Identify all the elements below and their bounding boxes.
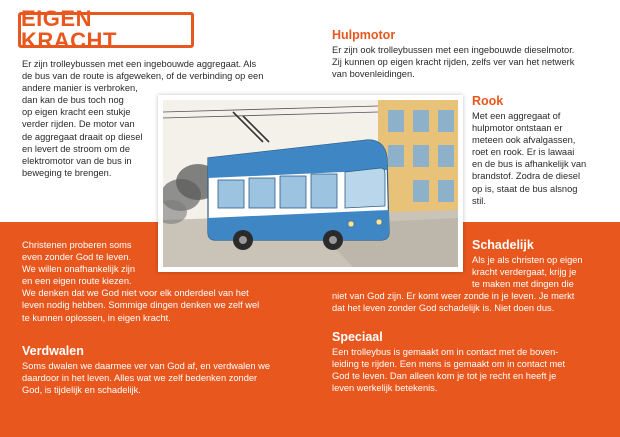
- hulpmotor-text: [332, 44, 574, 80]
- christenen-line: leven nodig hebben. Sommige dingen denken we zelf wel: [22, 300, 260, 311]
- bus-window: [280, 176, 306, 208]
- intro-line: en levert de stroom om de: [22, 143, 130, 154]
- bus-windshield: [345, 168, 385, 208]
- rook-line: Met een aggregaat of: [472, 111, 561, 121]
- speciaal-line: leven werkelijk betekenis.: [332, 383, 438, 394]
- window: [413, 110, 429, 132]
- verdwalen-line: God, is tijdelijk en schadelijk.: [22, 385, 141, 396]
- schadelijk-heading: Schadelijk: [472, 238, 534, 252]
- christenen-line: even zonder God te leven.: [22, 252, 132, 263]
- window: [388, 110, 404, 132]
- intro-line: op eigen kracht een stukje: [22, 107, 131, 118]
- christenen-line: We denken dat we God niet voor elk onderdeel van het: [22, 288, 249, 299]
- hulpmotor-heading: Hulpmotor: [332, 28, 396, 42]
- hulpmotor-line: Zij kunnen op eigen kracht rijden, zelfs ver van het netwerk: [332, 57, 575, 68]
- intro-line: beweging te brengen.: [22, 167, 112, 178]
- speciaal-text: [332, 346, 565, 394]
- window: [438, 110, 454, 132]
- intro-line: Er zijn trolleybussen met een ingebouwde aggregaat. Als: [22, 59, 257, 69]
- rook-line: stil.: [472, 195, 486, 206]
- window: [413, 145, 429, 167]
- hulpmotor-line: van bovenleidingen.: [332, 69, 415, 80]
- rook-line: en de bus is afhankelijk van: [472, 159, 587, 170]
- intro-line: de bus van de route is afgeweken, of de verbinding op een: [22, 71, 264, 82]
- speciaal-heading: Speciaal: [332, 330, 383, 344]
- rook-line: op is, staat de bus alsnog: [472, 183, 578, 194]
- rook-line: meteen ook afvalgassen,: [472, 135, 576, 146]
- verdwalen-line: Soms dwalen we daarmee ver van God af, en verdwalen we: [22, 361, 271, 371]
- rook-line: hulpmotor ontstaan er: [472, 123, 563, 134]
- intro-line: andere manier is verbroken,: [22, 83, 138, 94]
- christenen-line: We willen onafhankelijk zijn: [22, 264, 135, 275]
- trolleybus-illustration: [158, 95, 463, 272]
- schadelijk-line: te maken met dingen die: [472, 279, 574, 290]
- schadelijk-text-top: [472, 254, 583, 290]
- speciaal-line: leiding te rijden. Een mens is gemaakt om in contact met: [332, 359, 566, 370]
- bus-window: [218, 180, 244, 208]
- rook-heading: Rook: [472, 94, 504, 108]
- headlight: [376, 219, 382, 225]
- bus-window: [311, 174, 337, 208]
- intro-line: elektromotor van de bus in: [22, 155, 132, 166]
- speciaal-line: God te leven. Dan alleen kom je tot je recht en heeft je: [332, 371, 557, 382]
- wheel-hub: [329, 236, 337, 244]
- schadelijk-line: kracht verdergaat, krijg je: [472, 267, 577, 278]
- bus-window: [249, 178, 275, 208]
- schadelijk-line: Als je als christen op eigen: [472, 255, 583, 265]
- window: [413, 180, 429, 202]
- verdwalen-line: daardoor in het leven. Alles wat we zelf bedenken zonder: [22, 373, 258, 384]
- headlight: [348, 221, 354, 227]
- schadelijk-line: dat het leven zonder God schadelijk is. Niet doen dus.: [332, 303, 555, 314]
- rook-text: [472, 110, 586, 207]
- christenen-line: te kunnen oplossen, in eigen kracht.: [22, 312, 171, 323]
- rook-line: roet en rook. Er is lawaai: [472, 147, 575, 158]
- window: [388, 145, 404, 167]
- intro-line: verder rijden. De motor van: [22, 119, 135, 130]
- schadelijk-line: niet van God zijn. Er komt weer zonde in je leven. Je merkt: [332, 291, 575, 301]
- verdwalen-heading: Verdwalen: [22, 344, 84, 358]
- title-badge: [18, 6, 194, 53]
- wheel-hub: [239, 236, 247, 244]
- rook-line: brandstof. Zodra de diesel: [472, 171, 581, 182]
- schadelijk-text-bottom: [332, 290, 574, 314]
- verdwalen-text: [22, 360, 270, 396]
- christenen-line: Christenen proberen soms: [22, 240, 132, 250]
- window: [438, 145, 454, 167]
- speciaal-line: Een trolleybus is gemaakt om in contact met de boven-: [332, 347, 559, 357]
- window: [438, 180, 454, 202]
- page-title: EIGEN KRACHT: [21, 6, 117, 53]
- intro-line: de aggregaat draait op diesel: [22, 131, 143, 142]
- christenen-line: en een eigen route kiezen.: [22, 276, 132, 287]
- intro-line: dan kan de bus toch nog: [22, 95, 124, 106]
- hulpmotor-line: Er zijn ook trolleybussen met een ingebouwde dieselmotor.: [332, 45, 575, 55]
- trolleybus-image: [163, 100, 458, 267]
